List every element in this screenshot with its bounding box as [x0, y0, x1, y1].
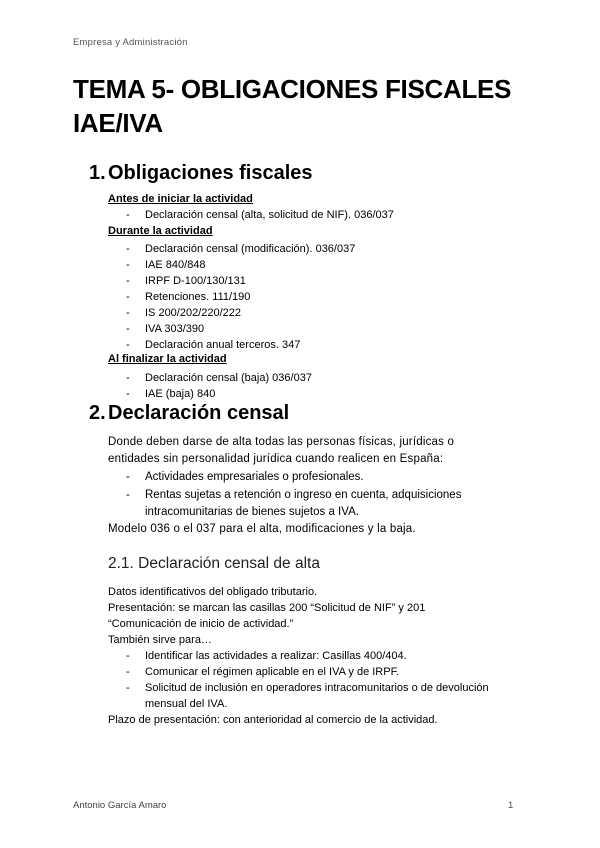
- document-page: Empresa y Administración TEMA 5- OBLIGACIONES FISCALES IAE/IVA 1. Obligaciones fiscales Antes de iniciar la actividad - Declaración censal (alta, solicitud de NIF). 036/037 Durante la actividad - Declaración censal (modificación). 036/037 - IAE 840/848 - IRPF D-100/130/131 - Retenciones. 111/190 - IS 200/202/220/222 - IVA 303/390 - Declaración anual terceros. 347 Al finalizar la actividad - Declaración censal (baja) 036/037 - IAE (baja) 840 2. Declaración censal Donde deben darse de alta todas las personas físicas, jurídicas o entidades sin personalidad jurídica cuando realicen en España: - Actividades empresariales o profesionales. - Rentas sujetas a retención o ingreso en cuenta, adquisiciones intracomunitarias de bienes sujetos a IVA. Modelo 036 o el 037 para el alta, modificaciones y la baja. 2.1. Declaración censal de alta Datos identificativos del obligado tributario. Presentación: se marcan las casillas 200 “Solicitud de NIF” y 201 “Comunicación de inicio de actividad.” También sirve para… - Identificar las actividades a realizar: Casillas 400/404. - Comunicar el régimen aplicable en el IVA y de IRPF. - Solicitud de inclusión en operadores intracomunitarios o de devolución mensual del IVA. Plazo de presentación: con anterioridad al comercio de la actividad. Antonio García Amaro 1: [0, 0, 600, 848]
- section-2-closing: Modelo 036 o el 037 para el alta, modificaciones y la baja.: [108, 523, 416, 535]
- section-1-heading: [89, 162, 313, 185]
- section-2-1-heading: 2.1. Declaración censal de alta: [108, 555, 320, 572]
- section-2-intro-line-1: Donde deben darse de alta todas las personas físicas, jurídicas o: [108, 436, 455, 448]
- page-header: Empresa y Administración: [73, 37, 188, 48]
- title-line-1: TEMA 5- OBLIGACIONES FISCALES: [73, 74, 512, 104]
- section-2-number: 2.: [89, 402, 106, 424]
- section-2-1-p1: Datos identificativos del obligado tributario.: [108, 586, 318, 598]
- section-1-number: 1.: [89, 162, 106, 184]
- group-label-before: Antes de iniciar la actividad: [108, 193, 253, 205]
- group-label-after: Al finalizar la actividad: [108, 353, 227, 365]
- section-2-1-p3: También sirve para…: [108, 634, 212, 646]
- section-1-title: Obligaciones fiscales: [108, 162, 313, 184]
- group-label-during: Durante la actividad: [108, 225, 213, 237]
- footer-author: Antonio García Amaro: [73, 800, 167, 811]
- section-2-intro-line-2: entidades sin personalidad jurídica cuando realicen en España:: [108, 453, 444, 465]
- section-2-title: Declaración censal: [108, 402, 290, 424]
- footer-page-number: 1: [508, 800, 514, 811]
- page-title: [73, 72, 553, 140]
- section-2-1-p4: Plazo de presentación: con anterioridad al comercio de la actividad.: [108, 714, 438, 726]
- title-line-2: IAE/IVA: [73, 108, 163, 138]
- section-2-1-p2-line-1: Presentación: se marcan las casillas 200 “Solicitud de NIF” y 201: [108, 602, 426, 614]
- section-2-1-p2-line-2: “Comunicación de inicio de actividad.”: [108, 618, 294, 630]
- section-2-heading: [89, 402, 289, 425]
